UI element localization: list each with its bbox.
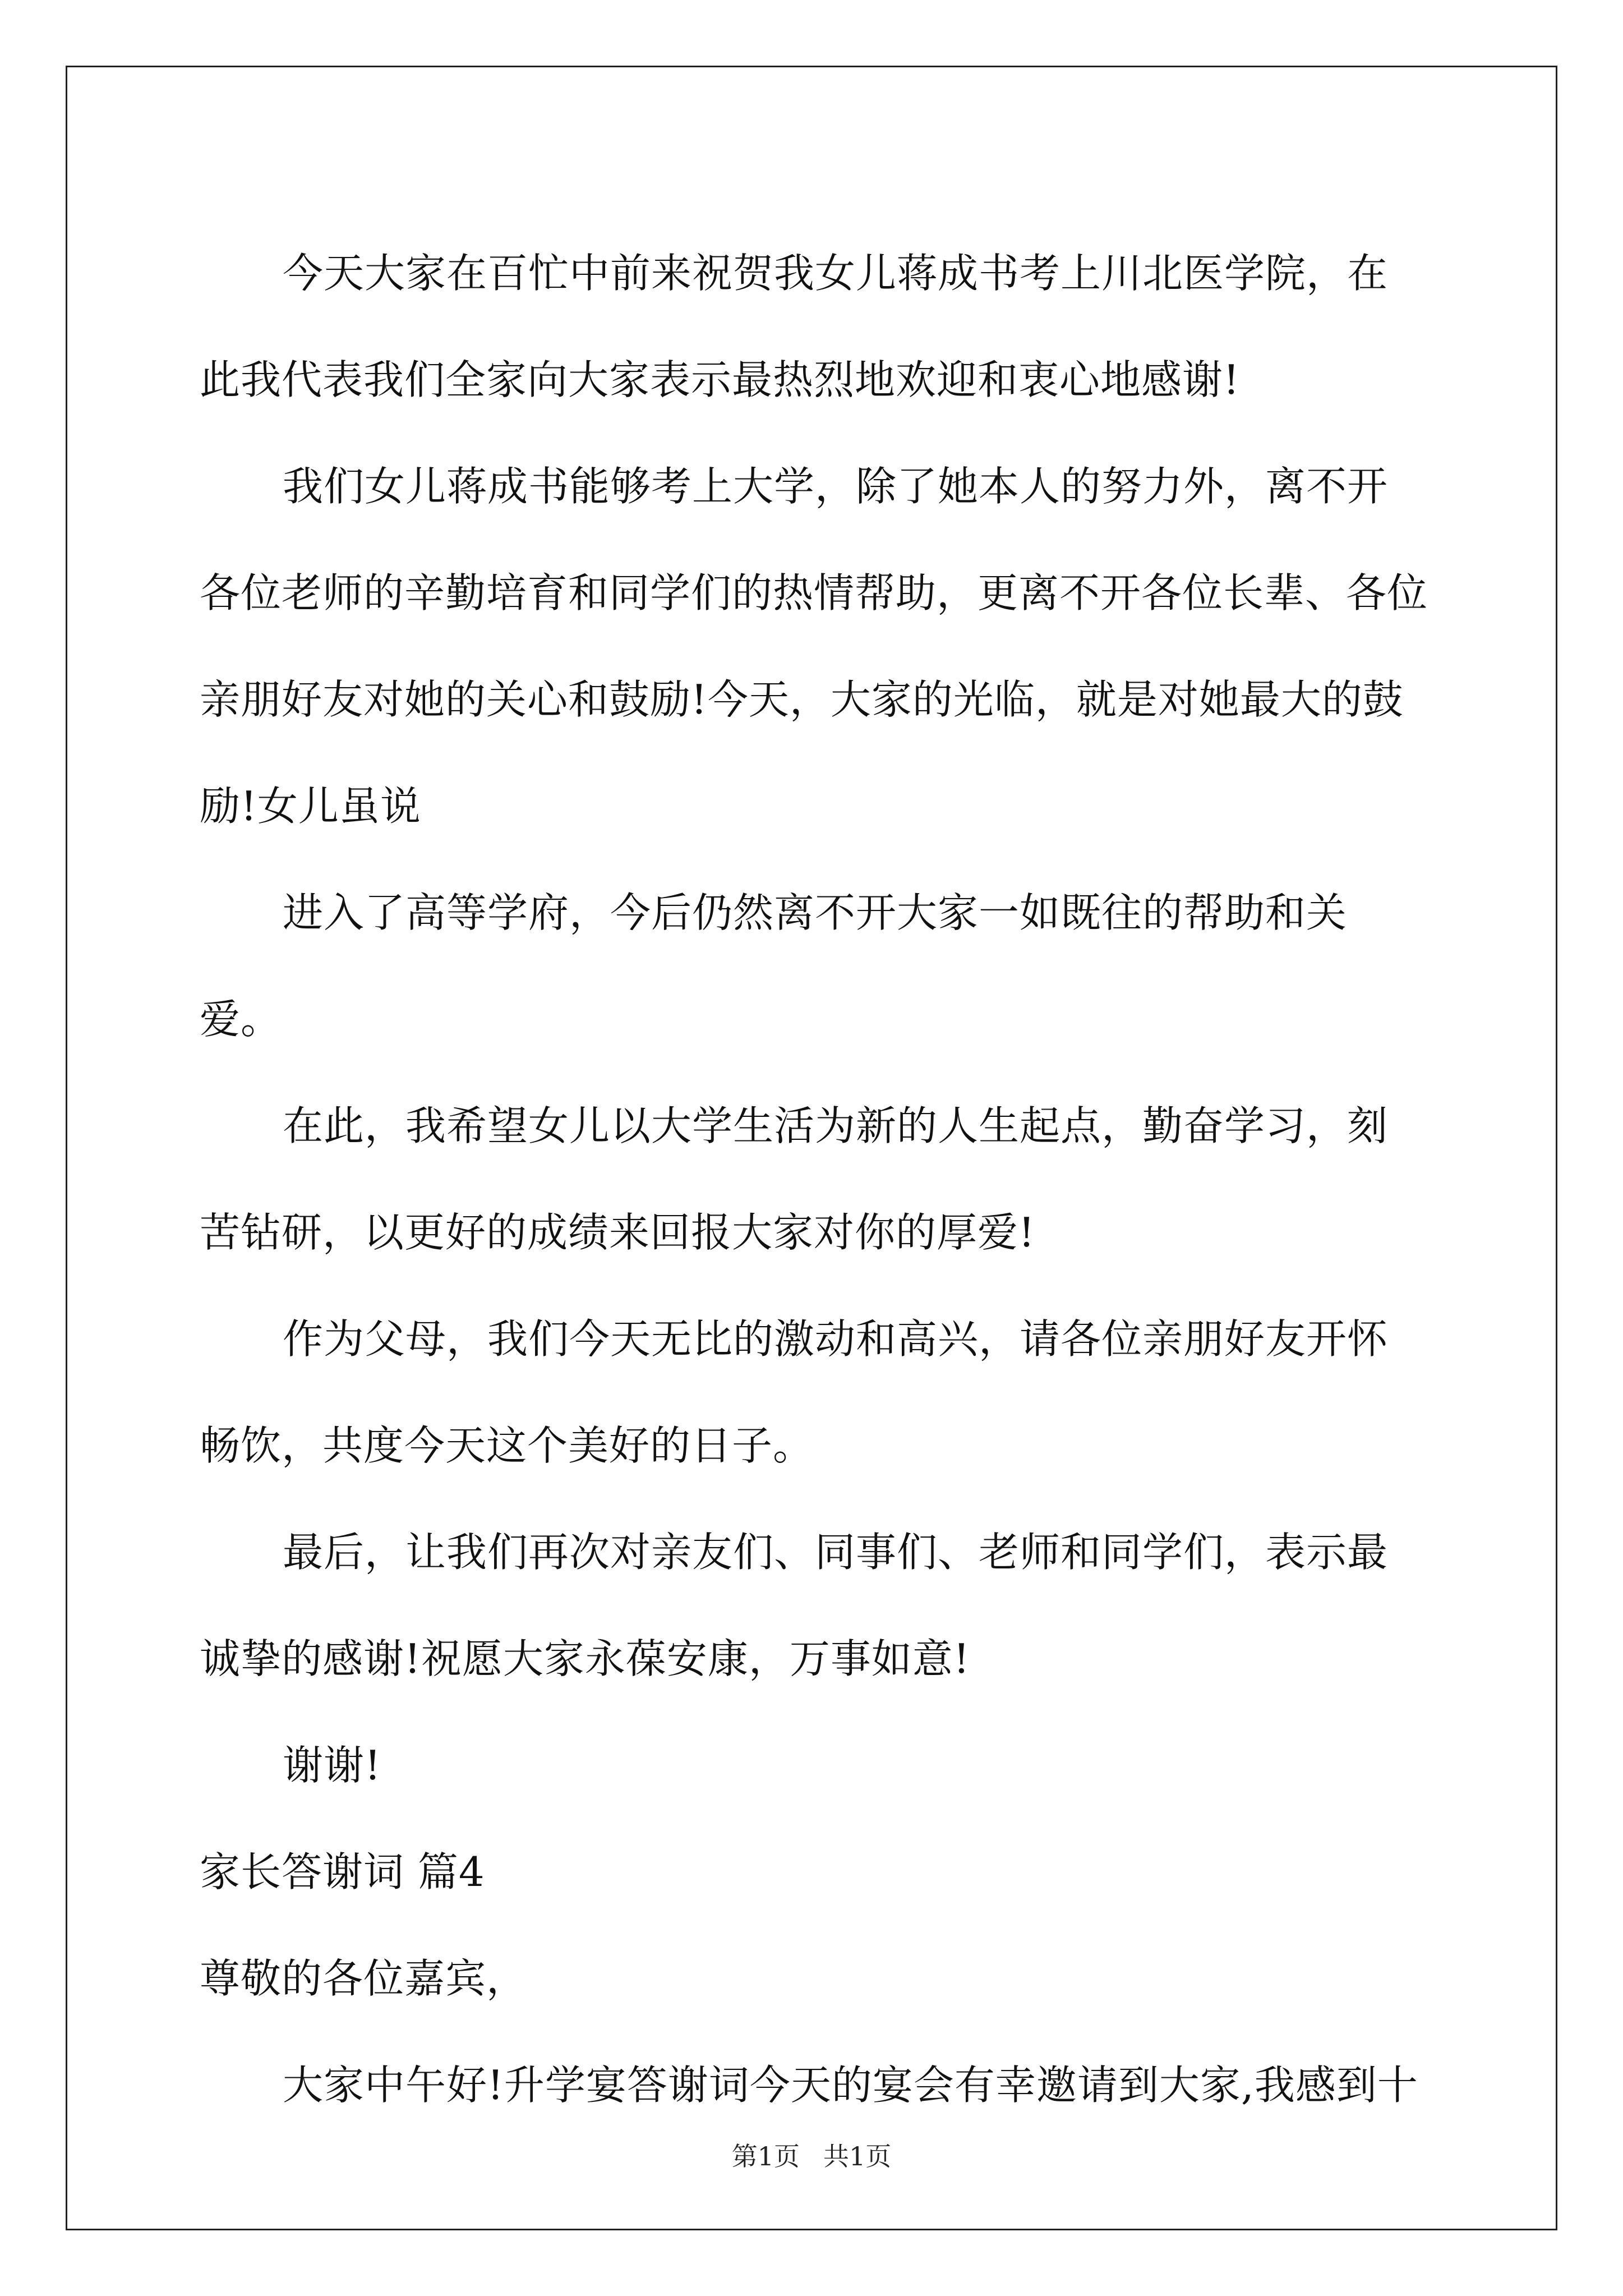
paragraph-4: 在此，我希望女儿以大学生活为新的人生起点，勤奋学习，刻苦钻研，以更好的成绩来回报大家对你的厚爱!	[200, 1102, 1389, 1256]
section-heading: 家长答谢词 篇4	[200, 1848, 485, 1895]
paragraph-1: 今天大家在百忙中前来祝贺我女儿蒋成书考上川北医学院，在此我代表我们全家向大家表示最热烈地欢迎和衷心地感谢!	[200, 250, 1389, 403]
paragraph-10: 大家中午好!升学宴答谢词今天的宴会有幸邀请到大家,我感到十	[283, 2062, 1418, 2109]
paragraph-3: 进入了高等学府，今后仍然离不开大家一如既往的帮助和关爱。	[200, 889, 1348, 1043]
page-footer	[0, 2136, 1623, 2173]
paragraph-2: 我们女儿蒋成书能够考上大学，除了她本人的努力外，离不开各位老师的辛勤培育和同学们的热情帮助，更离不开各位长辈、各位亲朋好友对她的关心和鼓励!今天，大家的光临，就是对她最大的鼓励!女儿虽说	[200, 463, 1428, 830]
page-total: 共1页	[823, 2141, 892, 2171]
salutation: 尊敬的各位嘉宾，	[200, 1955, 528, 2002]
document-body	[200, 220, 1428, 2138]
page-number: 第1页	[731, 2141, 800, 2171]
paragraph-6: 最后，让我们再次对亲友们、同事们、老师和同学们，表示最诚挚的感谢!祝愿大家永葆安康，万事如意!	[200, 1529, 1389, 1682]
paragraph-thanks: 谢谢!	[283, 1742, 381, 1789]
paragraph-5: 作为父母，我们今天无比的激动和高兴，请各位亲朋好友开怀畅饮，共度今天这个美好的日子。	[200, 1315, 1389, 1469]
